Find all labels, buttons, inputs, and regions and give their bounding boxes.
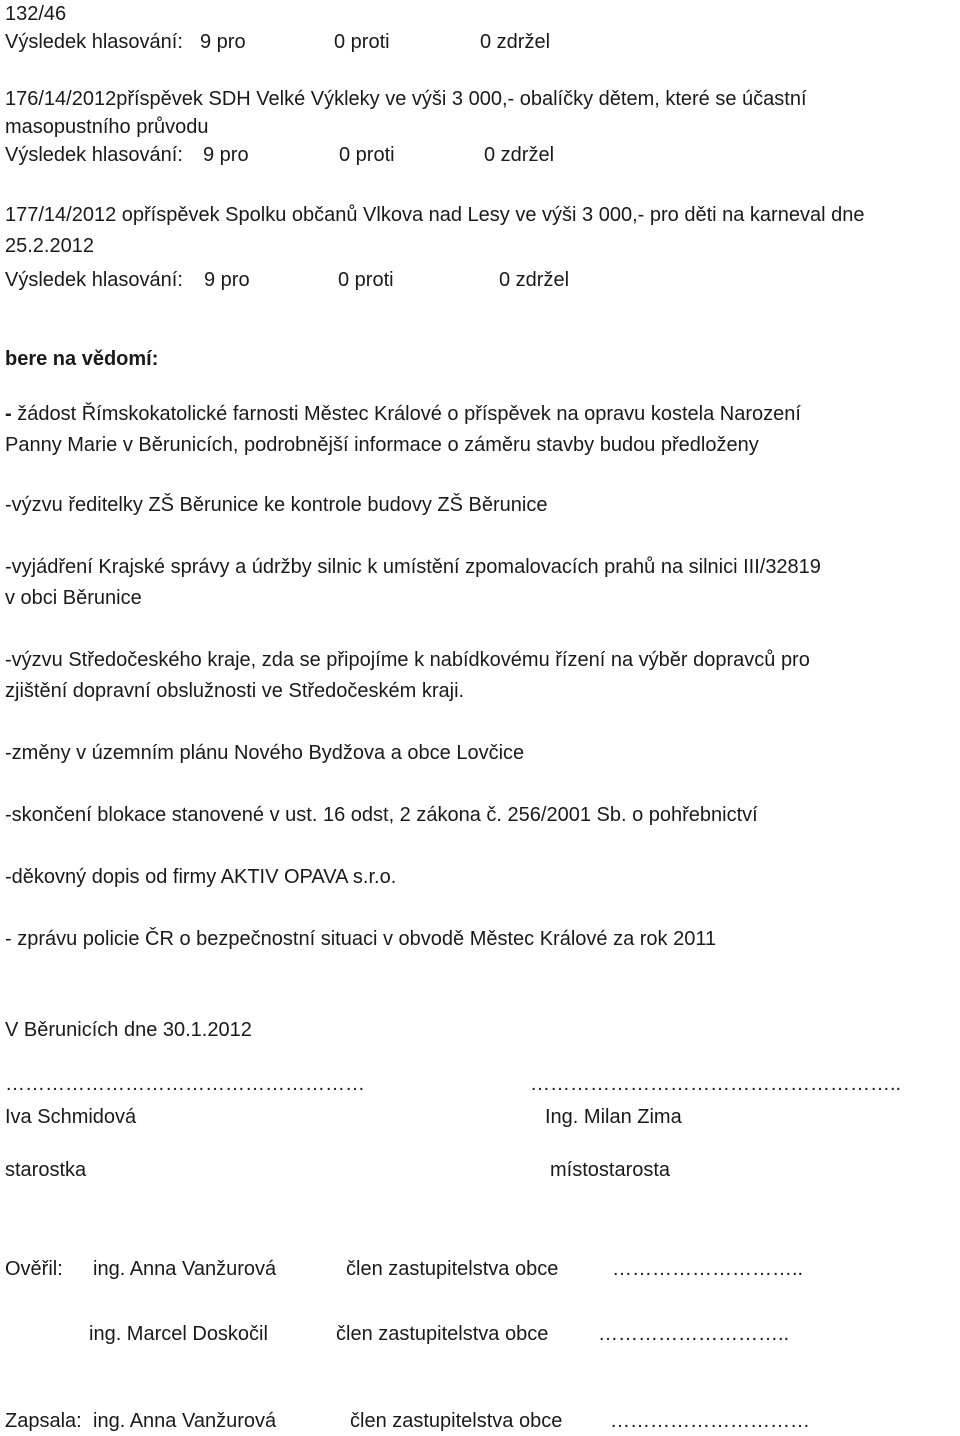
notice-item-text: v obci Běrunice xyxy=(5,587,142,609)
notice-item: -změny v územním plánu Nového Bydžova a obce Lovčice xyxy=(5,742,525,764)
vote-zdrzel: 0 zdržel xyxy=(480,31,551,53)
vote-proti: 0 proti xyxy=(334,31,390,53)
signatory-name: Iva Schmidová xyxy=(5,1106,137,1128)
vote-result-row xyxy=(5,141,554,169)
vote-pro: 9 pro xyxy=(200,31,246,53)
vote-pro: 9 pro xyxy=(203,144,249,166)
notice-item: -výzvu Středočeského kraje, zda se připojíme k nabídkovému řízení na výběr dopravců pro xyxy=(5,649,810,671)
notice-item-text: zjištění dopravní obslužnosti ve Středočeském kraji. xyxy=(5,680,465,702)
verifier-role: člen zastupitelstva obce xyxy=(346,1258,559,1280)
recorder-signature-line: ………………………… xyxy=(610,1410,810,1432)
recorder-name: ing. Anna Vanžurová xyxy=(93,1410,277,1432)
vote-result-row xyxy=(5,28,550,56)
verifier-label: Ověřil: xyxy=(5,1258,63,1280)
recorder-role: člen zastupitelstva obce xyxy=(350,1410,563,1432)
notice-item-text: žádost Římskokatolické farnosti Městec Králové o příspěvek na opravu kostela Narození xyxy=(11,403,801,425)
signature-line-left: ……………………………………………… xyxy=(5,1073,365,1095)
notice-item: -vyjádření Krajské správy a údržby silnic k umístění zpomalovacích prahů na silnici III/32819 xyxy=(5,556,821,578)
signatory-role: starostka xyxy=(5,1159,87,1181)
place-date: V Běrunicích dne 30.1.2012 xyxy=(5,1019,252,1041)
verifier-role: člen zastupitelstva obce xyxy=(336,1323,549,1345)
vote-proti: 0 proti xyxy=(338,269,394,291)
signatory-name: Ing. Milan Zima xyxy=(545,1106,682,1128)
verifier-name: ing. Marcel Doskočil xyxy=(89,1323,268,1345)
notice-item: -výzvu ředitelky ZŠ Běrunice ke kontrole budovy ZŠ Běrunice xyxy=(5,494,548,516)
section-heading: bere na vědomí: xyxy=(5,348,159,370)
notice-item: -skončení blokace stanovené v ust. 16 odst, 2 zákona č. 256/2001 Sb. o pohřebnictví xyxy=(5,804,758,826)
signature-line-right: ……………………………………………….. xyxy=(530,1073,902,1095)
notice-item: -děkovný dopis od firmy AKTIV OPAVA s.r.o. xyxy=(5,866,397,888)
vote-label: Výsledek hlasování: xyxy=(5,269,183,291)
resolution-text: 177/14/2012 opříspěvek Spolku občanů Vlkova nad Lesy ve výši 3 000,- pro děti na karneval dne xyxy=(5,204,865,226)
notice-item: - zprávu policie ČR o bezpečnostní situaci v obvodě Městec Králové za rok 2011 xyxy=(5,928,717,950)
recorder-label: Zapsala: xyxy=(5,1410,82,1432)
vote-label: Výsledek hlasování: xyxy=(5,31,183,53)
verifier-signature-line: ……………………….. xyxy=(598,1323,790,1345)
signatory-role: místostarosta xyxy=(550,1159,671,1181)
verifier-signature-line: ……………………….. xyxy=(612,1258,804,1280)
vote-proti: 0 proti xyxy=(339,144,395,166)
vote-result-row xyxy=(5,266,569,294)
notice-item xyxy=(5,400,801,428)
verifier-name: ing. Anna Vanžurová xyxy=(93,1258,277,1280)
vote-zdrzel: 0 zdržel xyxy=(499,269,570,291)
vote-label: Výsledek hlasování: xyxy=(5,144,183,166)
resolution-text: 176/14/2012příspěvek SDH Velké Výkleky ve výši 3 000,- obalíčky dětem, které se účastní xyxy=(5,88,807,110)
vote-zdrzel: 0 zdržel xyxy=(484,144,555,166)
notice-item-prefix: - xyxy=(5,403,12,425)
resolution-text: masopustního průvodu xyxy=(5,116,209,138)
vote-pro: 9 pro xyxy=(204,269,250,291)
notice-item-text: Panny Marie v Běrunicích, podrobnější informace o záměru stavby budou předloženy xyxy=(5,434,759,456)
resolution-number: 132/46 xyxy=(5,3,67,25)
resolution-text: 25.2.2012 xyxy=(5,235,94,257)
